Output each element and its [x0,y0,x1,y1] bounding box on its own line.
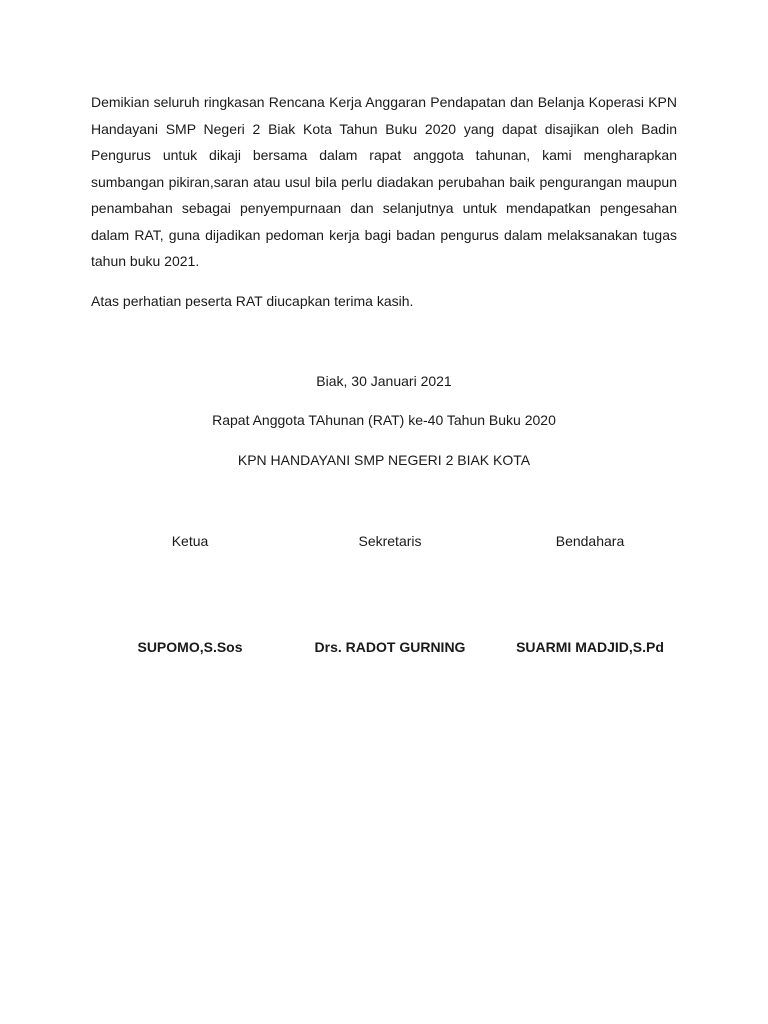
organization-name: KPN HANDAYANI SMP NEGERI 2 BIAK KOTA [237,452,531,468]
body-paragraph: Demikian seluruh ringkasan Rencana Kerja Anggaran Pendapatan dan Belanja Koperasi KPN Handayani SMP Negeri 2 Biak Kota Tahun Buku 2020 yang dapat disajikan oleh Badin Pengurus untuk dikaji bersama dalam rapat anggota tahunan, kami mengharapkan sumbangan pikiran,saran atau usul bila perlu diadakan perubahan baik pengurangan maupun penambahan sebagai penyempurnaan dan selanjutnya untuk mendapatkan pengesahan dalam RAT, guna dijadikan pedoman kerja bagi badan pengurus dalam melaksanakan tugas tahun buku 2021. [91,94,677,269]
signatory-role-treasurer: Bendahara [555,533,625,549]
signatory-role-secretary: Sekretaris [358,533,422,549]
signatory-name-treasurer: SUARMI MADJID,S.Pd [516,639,664,655]
place-date: Biak, 30 Januari 2021 [316,373,452,389]
meeting-title: Rapat Anggota TAhunan (RAT) ke-40 Tahun Buku 2020 [212,412,556,428]
signatory-role-chair: Ketua [171,533,209,549]
closing-paragraph: Atas perhatian peserta RAT diucapkan terima kasih. [91,293,414,309]
signatory-name-chair: SUPOMO,S.Sos [137,639,243,655]
signatory-name-secretary: Drs. RADOT GURNING [314,639,466,655]
